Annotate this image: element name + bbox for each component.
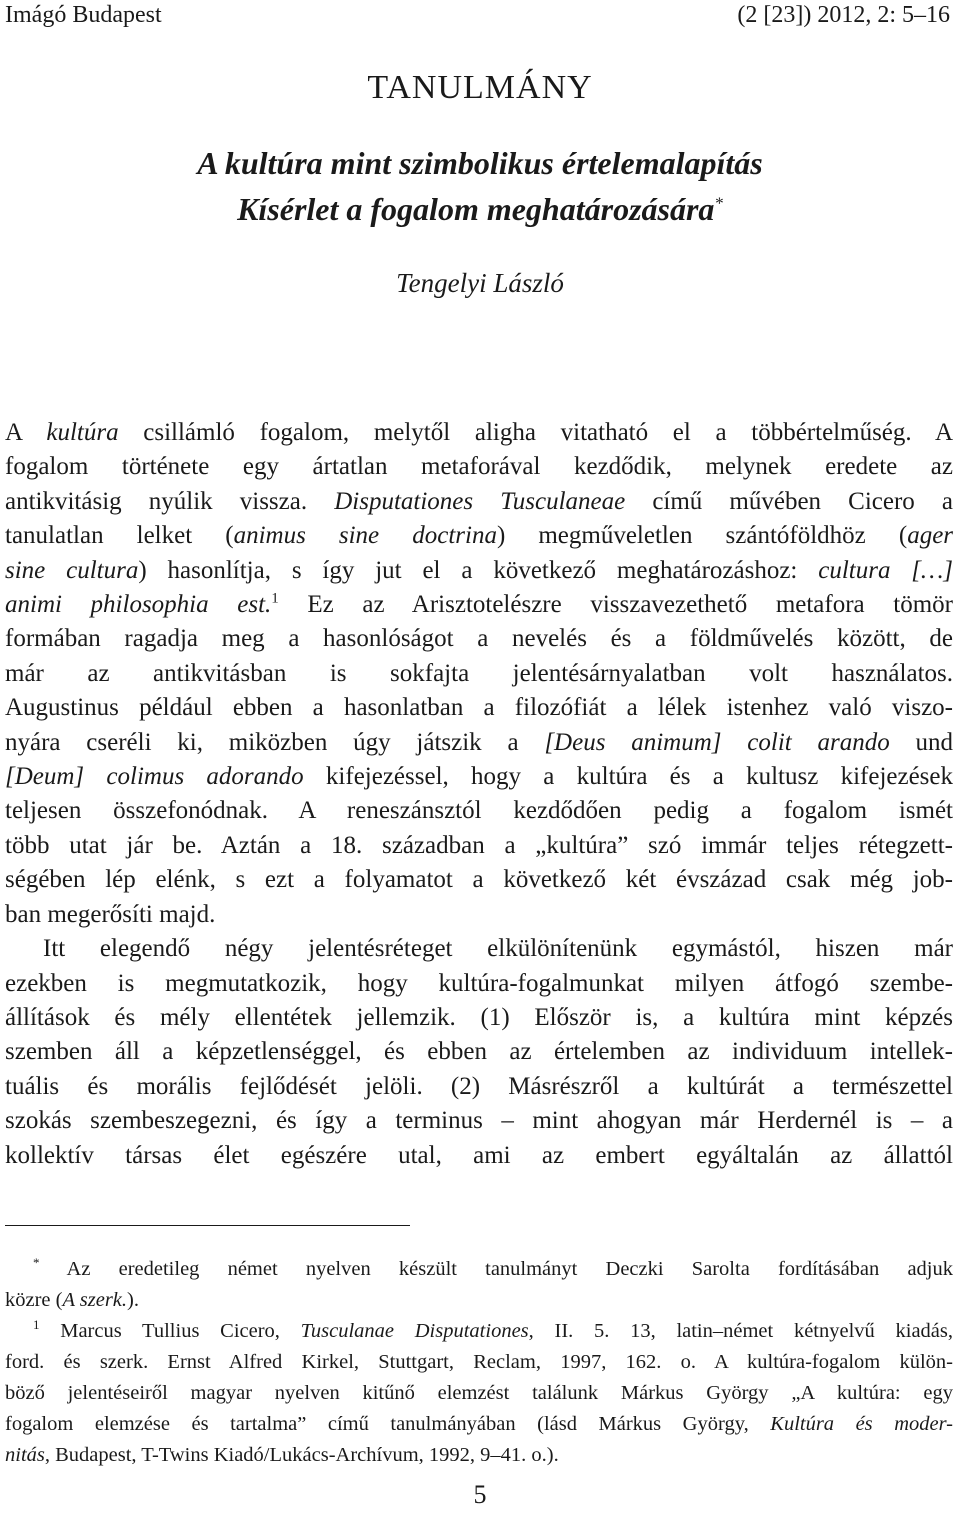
text-run: kultúra	[46, 419, 119, 446]
text-line	[5, 1104, 953, 1138]
text-line	[5, 657, 953, 691]
text-line	[5, 1378, 953, 1409]
text-run: Disputationes Tusculaneae	[334, 487, 626, 515]
footnote-star	[5, 1254, 953, 1316]
text-run: , Budapest, T-Twins Kiadó/Lukács-Archívum, 1992, 9–41. o.).	[44, 1444, 559, 1466]
text-run: Augustinus például ebben a hasonlatban a filozófiát a lélek istenhez való viszo-	[5, 694, 953, 722]
page-number: 5	[473, 1480, 487, 1509]
text-run: szokás szembeszegezni, és így a terminus – mint ahogyan már Herdernél is – a	[5, 1107, 953, 1135]
paragraph-2	[5, 932, 953, 1173]
article-title: A kultúra mint szimbolikus értelemalapítás	[197, 145, 763, 181]
text-run: cultura […]	[818, 556, 953, 584]
text-run: , II. 5. 13, latin–német kétnyelvű kiadás,	[528, 1320, 953, 1342]
text-run: kifejezéssel, hogy a kultúra és a kultusz kifejezések	[303, 763, 953, 791]
footnote-1	[5, 1316, 953, 1471]
text-run: csillámló fogalom, melytől aligha vitatható el a többértelműség. A	[118, 419, 953, 446]
text-line	[5, 829, 953, 863]
text-line	[5, 1347, 953, 1378]
text-run: sine cultura	[5, 556, 139, 584]
text-line	[5, 760, 953, 794]
text-run: Tusculanae Disputationes	[300, 1320, 529, 1342]
text-line	[5, 1035, 953, 1069]
text-run: tanulatlan lelket (	[5, 522, 234, 550]
text-run: kollektív társas élet egészére utal, ami az embert egyáltalán az állattól	[5, 1141, 953, 1169]
text-line	[5, 1254, 953, 1285]
text-run: fogalom története egy ártatlan metaforával kezdődik, melynek eredete az	[5, 453, 953, 481]
text-line	[5, 485, 953, 519]
text-run: Ez az Arisztotelészre visszavezethető metafora tömör	[278, 591, 953, 619]
text-run: fogalom elemzése és tartalma” című tanulmányában (lásd Márkus György,	[5, 1413, 771, 1435]
text-line	[5, 1316, 953, 1347]
text-line	[5, 898, 953, 932]
text-run: böző jelentéseiről magyar nyelven kitűnő elemzést találunk Márkus György „A kultúra: egy	[5, 1382, 953, 1404]
text-line	[5, 416, 953, 450]
text-line	[5, 450, 953, 484]
footnotes	[5, 1254, 953, 1471]
text-run: több utat jár be. Aztán a 18. században a „kultúra” szó immár teljes rétegzett-	[5, 831, 953, 859]
text-run: und	[889, 728, 953, 756]
text-run: ford. és szerk. Ernst Alfred Kirkel, Stuttgart, Reclam, 1997, 162. o. A kultúra-fogalom külön-	[5, 1351, 953, 1373]
paragraph-1	[5, 416, 953, 932]
text-run: ezekben is megmutatkozik, hogy kultúra-fogalmunkat milyen átfogó szembe-	[5, 969, 953, 997]
text-line	[5, 1001, 953, 1035]
text-run: című művében Cicero a	[625, 487, 954, 515]
text-run: Az eredetileg német nyelven készült tanulmányt Deczki Sarolta fordításában adjuk	[39, 1258, 953, 1280]
text-line	[5, 794, 953, 828]
text-run: ségében lép elénk, s ezt a folyamatot a következő két évszázad csak még job-	[5, 866, 953, 894]
text-run: ) hasonlítja, s így jut el a következő meghatározáshoz:	[138, 556, 819, 584]
text-run: A szerk.	[62, 1289, 128, 1311]
journal-name: Imágó Budapest	[5, 2, 162, 28]
text-line	[5, 554, 953, 588]
text-run: ).	[127, 1289, 139, 1311]
text-run: már az antikvitásban is sokfajta jelentésárnyalatban volt használatos.	[5, 659, 953, 687]
footnote-divider	[5, 1225, 410, 1226]
text-line	[5, 1409, 953, 1440]
text-line	[5, 1440, 953, 1471]
text-run: Marcus Tullius Cicero,	[39, 1320, 301, 1342]
text-run: A	[5, 419, 47, 446]
author-name: Tengelyi László	[396, 268, 564, 298]
issue-info: (2 [23]) 2012, 2: 5–16	[737, 2, 950, 28]
body-text	[5, 416, 953, 1173]
text-line	[5, 1139, 953, 1173]
text-run: tuális és morális fejlődését jelöli. (2) Másrészről a kultúrát a természettel	[5, 1072, 953, 1100]
text-line	[5, 967, 953, 1001]
text-line	[5, 863, 953, 897]
text-line	[5, 932, 953, 966]
text-run: [Deum] colimus adorando	[5, 763, 304, 791]
text-line	[5, 1285, 953, 1316]
text-run: animus sine doctrina	[233, 522, 497, 550]
article-subtitle-text: Kísérlet a fogalom meghatározására	[237, 191, 715, 227]
text-line	[5, 519, 953, 553]
title-footnote-mark: *	[714, 193, 723, 213]
text-run: ager	[907, 522, 954, 550]
section-label: TANULMÁNY	[367, 69, 593, 106]
text-run: nitás	[5, 1444, 45, 1466]
running-header	[5, 0, 950, 30]
text-line	[5, 691, 953, 725]
text-line	[5, 622, 953, 656]
footnote-ref: *	[33, 1255, 40, 1271]
text-run: ) megműveletlen szántóföldhöz (	[496, 522, 908, 550]
text-run: antikvitásig nyúlik vissza.	[5, 487, 335, 515]
text-run: Kultúra és moder-	[770, 1413, 953, 1435]
text-run: közre (	[5, 1289, 63, 1311]
text-run: teljesen összefonódnak. A reneszánsztól kezdődően pedig a fogalom ismét	[5, 797, 953, 825]
article-subtitle	[0, 189, 960, 229]
text-run: [Deus animum] colit arando	[544, 728, 890, 756]
text-run: állítások és mély ellentétek jellemzik. (1) Először is, a kultúra mint képzés	[5, 1003, 953, 1031]
text-run: szemben áll a képzetlenséggel, és ebben az értelemben az individuum intellek-	[5, 1038, 953, 1066]
text-run: animi philosophia est.	[5, 591, 272, 619]
text-run: formában ragadja meg a hasonlóságot a nevelés és a földművelés között, de	[5, 625, 953, 653]
text-run: nyára cseréli ki, miközben úgy játszik a	[5, 728, 545, 756]
text-line	[5, 726, 953, 760]
footnote-ref: 1	[271, 590, 279, 607]
text-run: Itt elegendő négy jelentésréteget elkülönítenünk egymástól, hiszen már	[43, 935, 953, 963]
text-run: ban megerősíti majd.	[5, 900, 216, 928]
text-line	[5, 1070, 953, 1104]
footnote-ref: 1	[33, 1317, 40, 1333]
text-line	[5, 588, 953, 622]
